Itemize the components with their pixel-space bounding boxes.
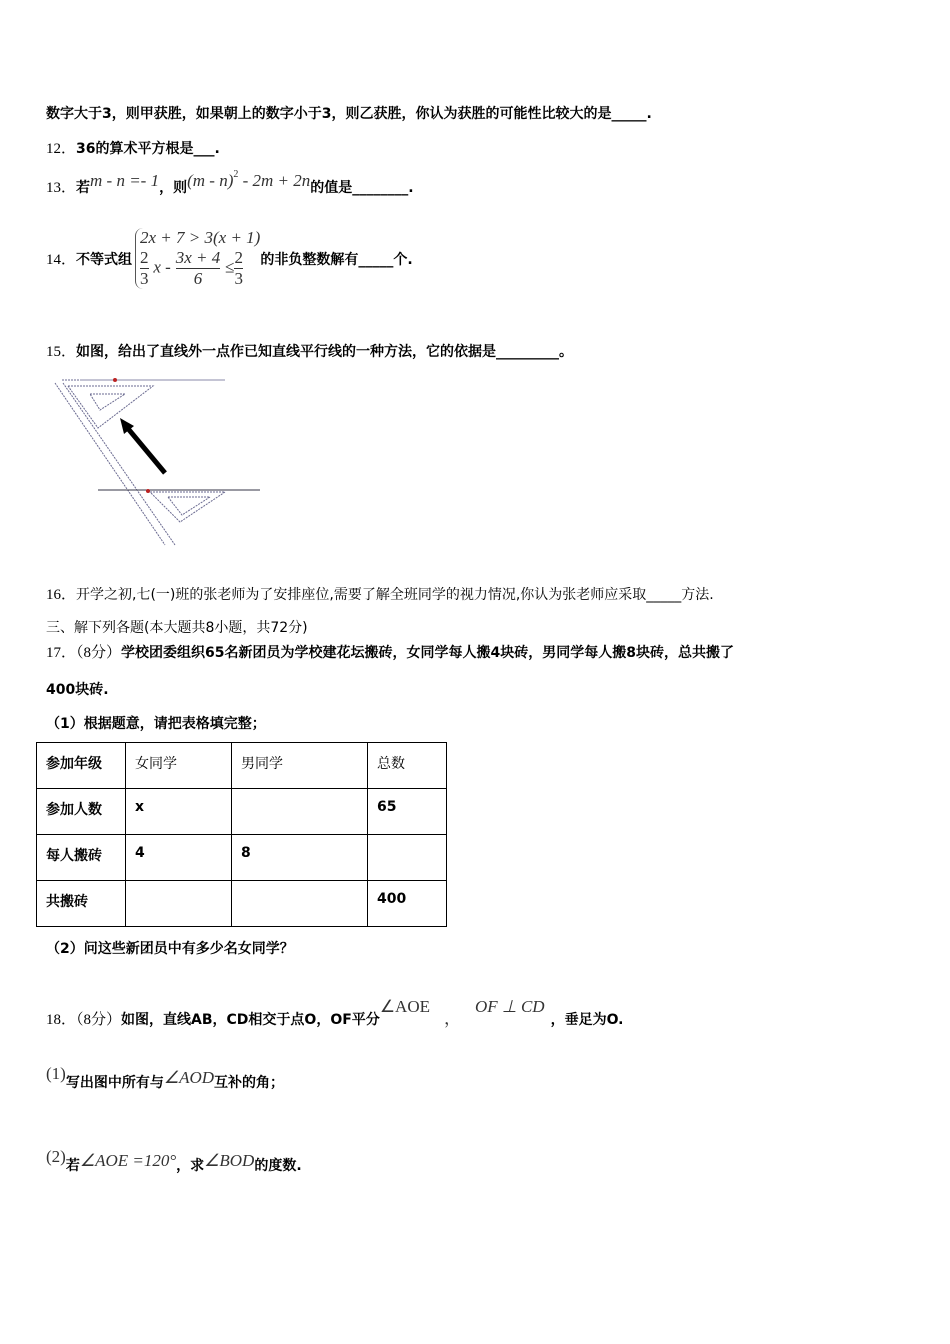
numerator: 2: [140, 248, 149, 267]
numerator: 2: [234, 248, 243, 267]
q11-tail: 数字大于3，则甲获胜，如果朝上的数字小于3，则乙获胜，你认为获胜的可能性比较大的是_____.: [46, 106, 652, 122]
table-cell: 8: [232, 835, 368, 881]
q-text: 不等式组: [76, 251, 133, 268]
table-cell: x: [126, 789, 232, 835]
fraction: [234, 248, 243, 289]
q-text: ，垂足为O.: [550, 1012, 624, 1028]
q-text: 的度数.: [254, 1158, 302, 1174]
expr-part: x -: [153, 257, 171, 277]
table-cell: 总数: [368, 743, 447, 789]
math-angle: ∠AOE: [379, 997, 430, 1016]
q-text: 的值是________.: [310, 180, 414, 196]
math-perp: OF ⊥ CD: [475, 997, 545, 1016]
table-cell: 参加年级: [37, 743, 126, 789]
fraction: [140, 248, 149, 289]
q-text: 开学之初,七(一)班的张老师为了安排座位,需要了解全班同学的视力情况,你认为张老师应采取_____方法.: [76, 587, 714, 603]
q17-part2: （2）问这些新团员中有多少名女同学？: [46, 941, 294, 957]
question-14: [46, 228, 413, 289]
math-expression: [187, 169, 311, 190]
move-arrow: [125, 425, 165, 473]
table-cell: [126, 881, 232, 927]
q-score: （8分）: [76, 1012, 122, 1028]
table-cell: 女同学: [126, 743, 232, 789]
question-13: [46, 169, 414, 197]
q-number: 15．: [46, 344, 77, 360]
brick-table: [36, 742, 447, 927]
denominator: 3: [140, 269, 149, 288]
q-score: （8分）: [76, 645, 122, 661]
inequality-system: [135, 228, 260, 289]
q-number: 18．: [46, 1012, 77, 1028]
q-text: 若: [65, 1158, 80, 1174]
math-angle: ∠AOE =120°: [79, 1151, 177, 1170]
q-text: ，则: [159, 180, 188, 196]
inequality-2: [140, 248, 260, 289]
question-18: [46, 997, 624, 1029]
denominator: 3: [234, 269, 243, 288]
q-number: 12．: [46, 141, 77, 157]
set-square-figure: [50, 370, 270, 550]
q-number: 14．: [46, 252, 77, 268]
question-16: [46, 583, 714, 604]
q-number: 17．: [46, 645, 77, 661]
question-17: [46, 641, 734, 662]
inequality-1: 2x + 7 > 3(x + 1): [140, 228, 261, 247]
table-cell: [232, 789, 368, 835]
expr-part: - 2m + 2n: [238, 171, 311, 190]
question-12: [46, 137, 220, 158]
math-angle: ∠AOD: [163, 1068, 215, 1087]
question-15: [46, 340, 573, 361]
exponent: 2: [233, 169, 239, 180]
part-label: (1): [46, 1064, 66, 1083]
denominator: 6: [193, 269, 203, 288]
q17-text-continued: 400块砖.: [46, 682, 109, 698]
table-cell: 共搬砖: [37, 881, 126, 927]
comma: ，: [444, 1009, 461, 1028]
q-number: 13．: [46, 180, 77, 196]
math-angle: ∠BOD: [204, 1151, 255, 1170]
q-number: 16．: [46, 587, 77, 603]
table-row: [37, 881, 447, 927]
table-row: [37, 789, 447, 835]
q-text: 写出图中所有与: [65, 1075, 164, 1091]
table-cell: 每人搬砖: [37, 835, 126, 881]
q-text: 学校团委组织65名新团员为学校建花坛搬砖，女同学每人搬4块砖，男同学每人搬8块砖，总共搬了: [121, 645, 734, 661]
table-cell: [232, 881, 368, 927]
q-text: 如图，给出了直线外一点作已知直线平行线的一种方法，它的依据是_________。: [76, 344, 574, 360]
q-text: 36的算术平方根是___.: [76, 141, 220, 157]
table-cell: 65: [368, 789, 447, 835]
table-header-row: [37, 743, 447, 789]
q-text: 若: [76, 180, 91, 196]
q18-part2: [46, 1147, 302, 1175]
expr-part: (m - n): [187, 171, 234, 190]
numerator: 3x + 4: [175, 248, 221, 267]
q-text: 互补的角；: [214, 1075, 285, 1091]
table-cell: 4: [126, 835, 232, 881]
math-condition: m - n =- 1: [90, 171, 160, 190]
table-cell: [368, 835, 447, 881]
fraction: [176, 248, 221, 289]
q18-part1: [46, 1064, 285, 1092]
point: [113, 378, 117, 382]
table-cell: 400: [368, 881, 447, 927]
q17-part1: （1）根据题意，请把表格填完整；: [46, 716, 266, 732]
point: [146, 489, 150, 493]
part-label: (2): [46, 1147, 66, 1166]
q-text: 如图，直线AB，CD相交于点O，OF平分: [121, 1012, 380, 1028]
table-cell: 男同学: [232, 743, 368, 789]
table-cell: 参加人数: [37, 789, 126, 835]
q-text: 的非负整数解有_____个.: [260, 251, 413, 268]
table-row: [37, 835, 447, 881]
le-sign: ≤: [225, 257, 235, 277]
q-text: ，求: [176, 1158, 205, 1174]
section-3-heading: 三、解下列各题(本大题共8小题，共72分): [46, 620, 308, 636]
